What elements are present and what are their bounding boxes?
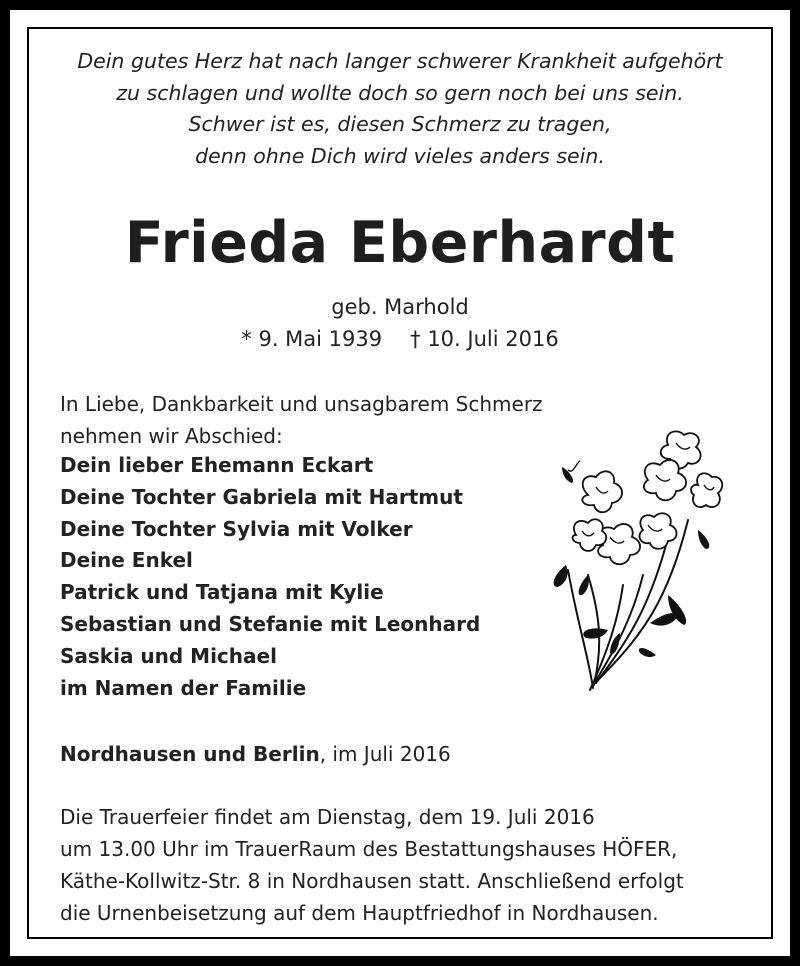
ceremony-line: Käthe-Kollwitz-Str. 8 in Nordhausen statt. Anschließend erfolgt bbox=[60, 869, 684, 893]
place-line bbox=[60, 738, 451, 770]
family-line: Saskia und Michael bbox=[60, 643, 277, 668]
family-line: Deine Enkel bbox=[60, 548, 193, 573]
cross-icon: † bbox=[410, 327, 421, 351]
ceremony-text bbox=[60, 801, 684, 929]
family-line: Dein lieber Ehemann Eckart bbox=[60, 453, 374, 477]
intro-line: In Liebe, Dankbarkeit und unsagbarem Schmerz bbox=[60, 392, 543, 416]
family-line: im Namen der Familie bbox=[60, 675, 307, 700]
intro-text bbox=[60, 388, 543, 452]
poem-line: zu schlagen und wollte doch so gern noch bei uns sein. bbox=[116, 80, 684, 105]
poem bbox=[40, 46, 760, 172]
ceremony-line: Die Trauerfeier findet am Dienstag, dem 19. Juli 2016 bbox=[60, 805, 595, 829]
ceremony-line: um 13.00 Uhr im TrauerRaum des Bestattungshauses HÖFER, bbox=[60, 837, 678, 861]
poem-line: Dein gutes Herz hat nach langer schwerer Krankheit aufgehört bbox=[77, 49, 723, 73]
birth-name: geb. Marhold bbox=[331, 295, 469, 319]
place-date: , im Juli 2016 bbox=[319, 742, 451, 766]
life-dates bbox=[0, 327, 800, 351]
intro-line: nehmen wir Abschied: bbox=[60, 424, 283, 448]
ceremony-line: die Urnenbeisetzung auf dem Hauptfriedhof in Nordhausen. bbox=[60, 901, 659, 925]
deceased-name: Frieda Eberhardt bbox=[124, 210, 676, 276]
family-line: Sebastian und Stefanie mit Leonhard bbox=[60, 611, 481, 636]
poem-line: Schwer ist es, diesen Schmerz zu tragen, bbox=[188, 112, 612, 136]
death-date: 10. Juli 2016 bbox=[427, 327, 559, 351]
family-line: Deine Tochter Sylvia mit Volker bbox=[60, 516, 413, 541]
place-cities: Nordhausen und Berlin bbox=[60, 742, 320, 766]
family-line: Patrick und Tatjana mit Kylie bbox=[60, 580, 384, 605]
family-line: Deine Tochter Gabriela mit Hartmut bbox=[60, 484, 463, 509]
poem-line: denn ohne Dich wird vieles anders sein. bbox=[195, 143, 605, 168]
birth-date: * 9. Mai 1939 bbox=[241, 327, 383, 351]
flower-bouquet-icon bbox=[548, 425, 728, 693]
family-list bbox=[60, 450, 480, 704]
